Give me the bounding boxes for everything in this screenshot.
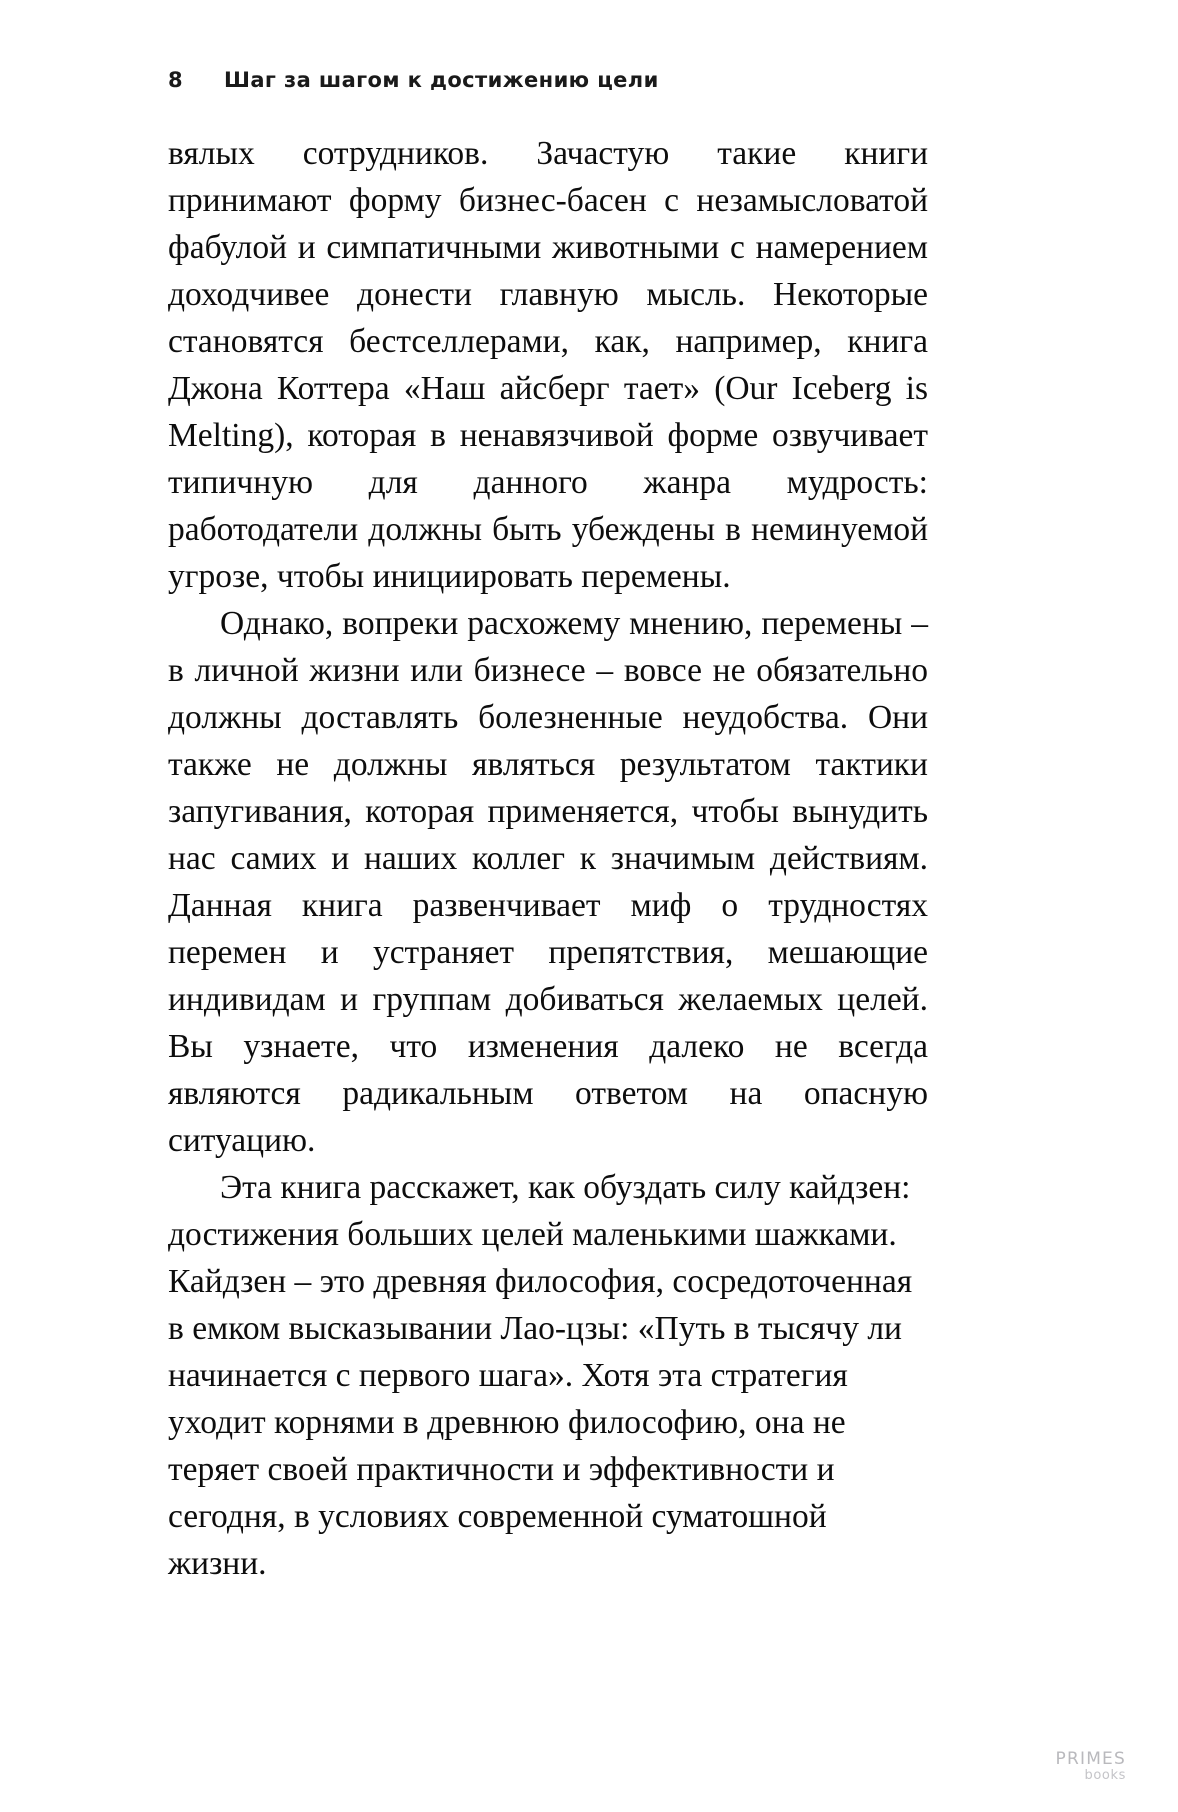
paragraph: вялых сотрудников. Зачастую такие книги принимают форму бизнес-басен с незамысловатой фабулой и симпатичными животными с намерением доходчивее донести главную мысль. Некоторые становятся бестселлерами, как, например, книга Джона Коттера «Наш айсберг тает» (Our Iceberg is Melting), которая в ненавязчивой форме озвучивает типичную для данного жанра мудрость: работодатели должны быть убеждены в неминуемой угрозе, чтобы инициировать перемены. [168, 135, 928, 595]
watermark-sub-text: books [1084, 1768, 1126, 1783]
publisher-watermark [1056, 1751, 1126, 1782]
watermark-main-text: PRIMES [1055, 1749, 1126, 1769]
running-head-title: Шаг за шагом к достижению цели [224, 68, 659, 92]
page-number: 8 [168, 68, 184, 92]
running-head [168, 68, 1008, 92]
paragraph: Однако, вопреки расхожему мнению, перемены – в личной жизни или бизнесе – вовсе не обязательно должны доставлять болезненные неудобства. Они также не должны являться результатом тактики запугивания, которая применяется, чтобы вынудить нас самих и наших коллег к значимым действиям. Данная книга развенчивает миф о трудностях перемен и устраняет препятствия, мешающие индивидам и группам добиваться желаемых целей. Вы узнаете, что изменения далеко не всегда являются радикальным ответом на опасную ситуацию. [168, 605, 928, 1159]
body-text-column [168, 130, 928, 1587]
paragraph: Эта книга расскажет, как обуздать силу кайдзен: достижения больших целей маленькими шажками. Кайдзен – это древняя философия, сосредоточенная в емком высказывании Лао-цзы: «Путь в тысячу ли начинается с первого шага». Хотя эта стратегия уходит корнями в древнюю философию, она не теряет своей практичности и эффективности и сегодня, в условиях современной суматошной жизни. [168, 1169, 913, 1582]
